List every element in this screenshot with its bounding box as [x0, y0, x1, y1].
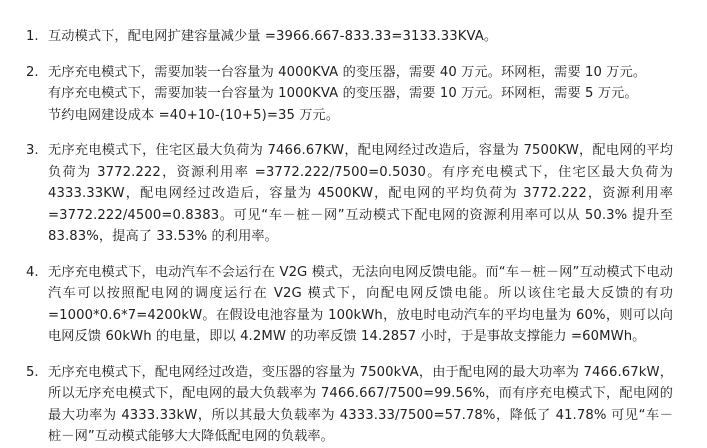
list-item: [26, 26, 673, 48]
list-item: [26, 362, 673, 448]
paragraph: 节约电网建设成本 =40+10-(10+5)=35 万元。: [48, 107, 340, 123]
list-item-marker: 2.: [26, 64, 39, 80]
numbered-list: [26, 26, 673, 448]
list-item-marker: 5.: [26, 364, 39, 380]
paragraph: 无序充电模式下，需要加装一台容量为 4000KVA 的变压器，需要 40 万元。环网柜，需要 10 万元。: [48, 64, 647, 80]
list-item-body: [48, 140, 673, 248]
paragraph: 无序充电模式下，住宅区最大负荷为 7466.67KW，配电网经过改造后，容量为 7500KW，配电网的平均负荷为 3772.222，资源利用率 =3772.222/7500=0.5030。有序充电模式下，住宅区最大负荷为 4333.33KW，配电网经过改造后，容量为 4500KW，配电网的平均负荷为 3772.222，资源利用率 =3772.222/4500=0.8383。可见“车－桩－网”互动模式下配电网的资源利用率可以从 50.3% 提升至 83.83%，提高了 33.53% 的利用率。: [48, 143, 673, 244]
list-item-marker: 3.: [26, 143, 39, 158]
list-item-body: [48, 362, 673, 448]
paragraph: 无序充电模式下，电动汽车不会运行在 V2G 模式，无法向电网反馈电能。而“车－桩－网”互动模式下电动汽车可以按照配电网的调度运行在 V2G 模式下，向配电网反馈电能。所以该住宅最大反馈的有功 =1000*0.6*7=4200kW。在假设电池容量为 100kWh，放电时电动汽车的平均电量为 60%，则可以向电网反馈 60kWh 的电量，即以 4.2MW 的功率反馈 14.2857 小时，于是事故支撑能力 =60MWh。: [48, 264, 673, 344]
paragraph: 无序充电模式下，配电网经过改造，变压器的容量为 7500kVA，由于配电网的最大功率为 7466.67kW，所以无序充电模式下，配电网的最大负载率为 7466.667/7500=99.56%，而有序充电模式下，配电网的最大功率为 4333.33kW，所以其最大负载率为 4333.33/7500=57.78%，降低了 41.78% 可见“车－桩－网”互动模式能够大大降低配电网的负载率。: [48, 364, 673, 444]
list-item-body: [48, 26, 673, 48]
list-item-body: [48, 62, 673, 127]
list-item-marker: 1.: [26, 29, 39, 44]
list-item-marker: 4.: [26, 264, 39, 280]
list-item: [26, 62, 673, 127]
paragraph: 互动模式下，配电网扩建容量减少量 =3966.667-833.33=3133.33KVA。: [48, 29, 498, 44]
list-item: [26, 140, 673, 248]
list-item-body: [48, 262, 673, 348]
list-item: [26, 262, 673, 348]
paragraph: 有序充电模式下，需要加装一台容量为 1000KVA 的变压器，需要 10 万元。环网柜，需要 5 万元。: [48, 86, 638, 101]
